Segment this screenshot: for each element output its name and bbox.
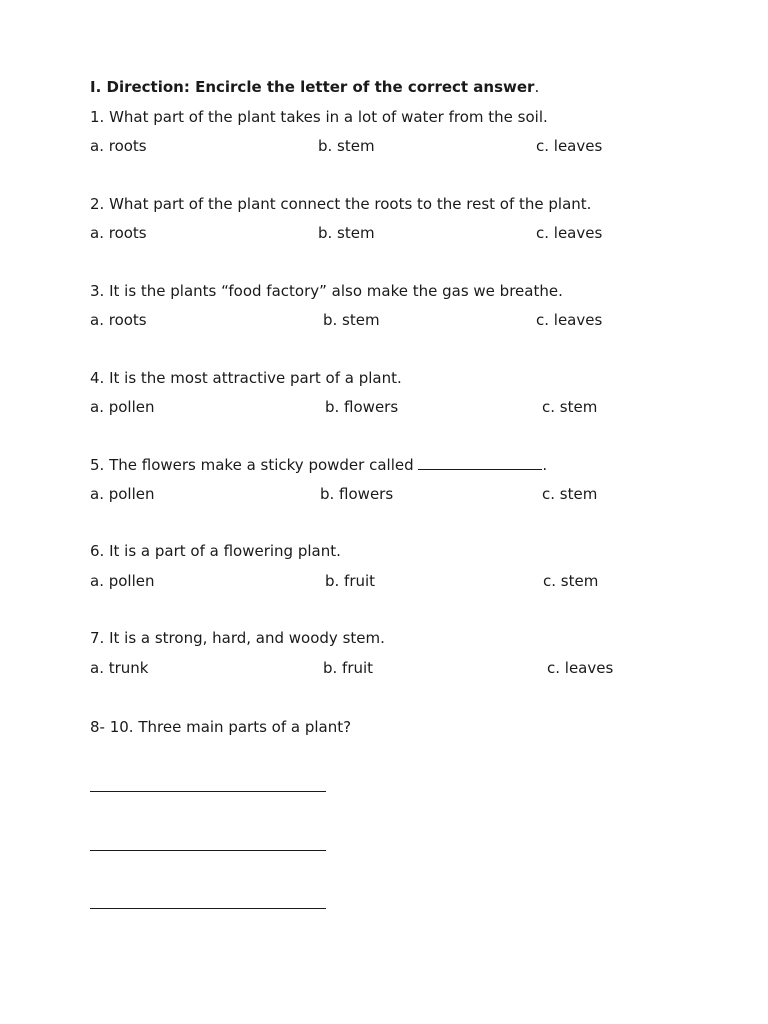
question-8-10: 8- 10. Three main parts of a plant? <box>90 718 352 736</box>
q3-option-b[interactable]: b. stem <box>323 311 380 329</box>
q4-option-a[interactable]: a. pollen <box>90 398 155 416</box>
q3-option-a[interactable]: a. roots <box>90 311 147 329</box>
question-1: 1. What part of the plant takes in a lot of water from the soil. <box>90 108 548 126</box>
question-2: 2. What part of the plant connect the roots to the rest of the plant. <box>90 195 592 213</box>
q4-option-c[interactable]: c. stem <box>542 398 598 416</box>
q7-option-b[interactable]: b. fruit <box>323 659 374 677</box>
q5-option-a[interactable]: a. pollen <box>90 485 155 503</box>
question-7: 7. It is a strong, hard, and woody stem. <box>90 629 385 647</box>
q2-option-a[interactable]: a. roots <box>90 224 147 242</box>
q2-option-c[interactable]: c. leaves <box>536 224 603 242</box>
question-5-text: 5. The flowers make a sticky powder called <box>90 456 419 474</box>
q1-option-b[interactable]: b. stem <box>318 137 375 155</box>
q5-option-c[interactable]: c. stem <box>542 485 598 503</box>
q6-option-c[interactable]: c. stem <box>543 572 599 590</box>
answer-line-3[interactable] <box>90 908 326 909</box>
answer-line-2[interactable] <box>90 850 326 851</box>
q2-option-b[interactable]: b. stem <box>318 224 375 242</box>
q1-option-c[interactable]: c. leaves <box>536 137 603 155</box>
direction-heading <box>90 78 539 96</box>
question-5 <box>90 456 547 474</box>
question-5-blank[interactable] <box>418 457 542 470</box>
question-3: 3. It is the plants “food factory” also make the gas we breathe. <box>90 282 563 300</box>
q5-option-b[interactable]: b. flowers <box>320 485 394 503</box>
question-4: 4. It is the most attractive part of a plant. <box>90 369 402 387</box>
q6-option-a[interactable]: a. pollen <box>90 572 155 590</box>
question-5-period: . <box>542 456 548 474</box>
q7-option-a[interactable]: a. trunk <box>90 659 149 677</box>
q7-option-c[interactable]: c. leaves <box>547 659 614 677</box>
q1-option-a[interactable]: a. roots <box>90 137 147 155</box>
q3-option-c[interactable]: c. leaves <box>536 311 603 329</box>
direction-period: . <box>534 78 540 96</box>
answer-line-1[interactable] <box>90 791 326 792</box>
q6-option-b[interactable]: b. fruit <box>325 572 376 590</box>
q4-option-b[interactable]: b. flowers <box>325 398 399 416</box>
direction-text: I. Direction: Encircle the letter of the correct answer <box>90 78 535 96</box>
question-6: 6. It is a part of a flowering plant. <box>90 542 341 560</box>
